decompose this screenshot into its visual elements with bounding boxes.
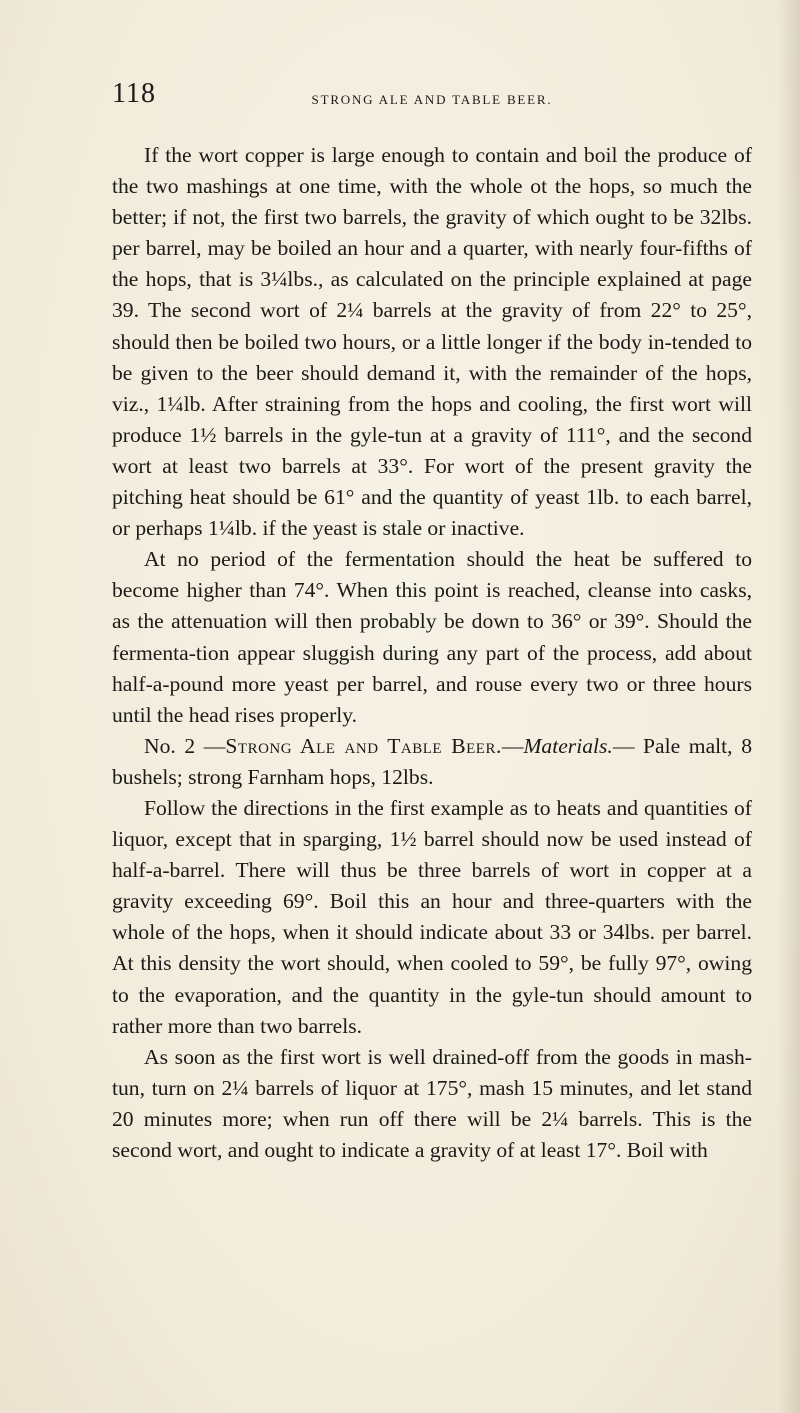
body-text <box>112 140 752 1166</box>
materials-text: Pale malt, 8 bushels; strong Farnham hops, 12lbs. <box>112 733 752 789</box>
materials-dash: — <box>612 733 635 758</box>
page-header <box>112 78 752 118</box>
recipe-heading-paragraph <box>112 731 752 793</box>
recipe-dash: — <box>501 733 524 758</box>
recipe-title: Strong Ale and Table Beer. <box>225 733 502 758</box>
paragraph-2: At no period of the fermentation should the heat be suffered to become higher than 74°. When this point is reached, cleanse into casks, as the attenuation will then probably be down to 36° or 39°. Should the fermenta-tion appear sluggish during any part of the process, add about half-a-pound more yeast per barrel, and rouse every two or three hours until the head rises properly. <box>112 547 752 727</box>
paragraph-1: If the wort copper is large enough to contain and boil the produce of the two mashings at one time, with the whole ot the hops, so much the better; if not, the first two barrels, the gravity of which ought to be 32lbs. per barrel, may be boiled an hour and a quarter, with nearly four-fifths of the hops, that is 3¼lbs., as calculated on the principle explained at page 39. The second wort of 2¼ barrels at the gravity of from 22° to 25°, should then be boiled two hours, or a little longer if the body in-tended to be given to the beer should demand it, with the remainder of the hops, viz., 1¼lb. After straining from the hops and cooling, the first wort will produce 1½ barrels in the gyle-tun at a gravity of 111°, and the second wort at least two barrels at 33°. For wort of the present gravity the pitching heat should be 61° and the quantity of yeast 1lb. to each barrel, or perhaps 1¼lb. if the yeast is stale or inactive. <box>112 143 752 541</box>
page-number: 118 <box>112 78 156 109</box>
materials-label: Materials. <box>523 733 613 758</box>
running-head: STRONG ALE AND TABLE BEER. <box>311 92 553 107</box>
paragraph-4: Follow the directions in the first example as to heats and quantities of liquor, except that in sparging, 1½ barrel should now be used instead of half-a-barrel. There will thus be three barrels of wort in copper at a gravity exceeding 69°. Boil this an hour and three-quarters with the whole of the hops, when it should indicate about 33 or 34lbs. per barrel. At this density the wort should, when cooled to 59°, be fully 97°, owing to the evaporation, and the quantity in the gyle-tun should amount to rather more than two barrels. <box>112 795 752 1038</box>
paragraph-5: As soon as the first wort is well drained-off from the goods in mash-tun, turn on 2¼ barrels of liquor at 175°, mash 15 minutes, and let stand 20 minutes more; when run off there will be 2¼ barrels. This is the second wort, and ought to indicate a gravity of at least 17°. Boil with <box>112 1044 752 1162</box>
page-edge-shadow <box>778 0 800 1413</box>
recipe-number: No. 2 — <box>144 733 226 758</box>
